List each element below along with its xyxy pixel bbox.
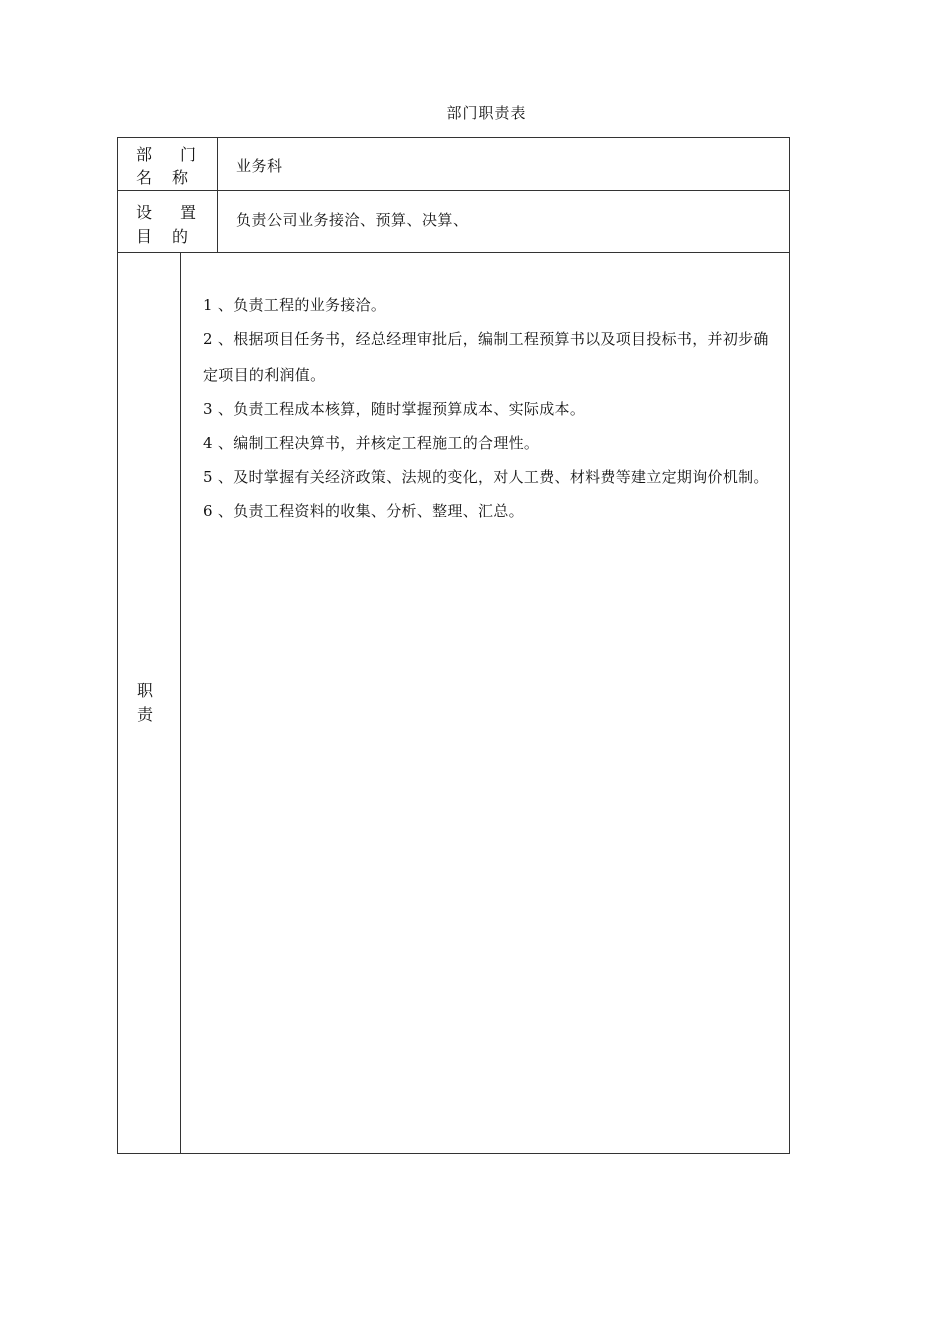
duties-label-char: 职 — [137, 681, 154, 700]
department-label-char: 部 — [136, 145, 153, 164]
duties-row — [118, 253, 789, 1153]
purpose-row — [118, 191, 789, 253]
duty-item: 4 、编制工程决算书，并核定工程施工的合理性。 — [203, 434, 540, 452]
department-row — [118, 138, 789, 191]
department-label-line-2 — [136, 165, 188, 188]
department-label-char: 名 — [136, 168, 153, 187]
department-label-char: 称 — [171, 168, 188, 187]
page-title: 部门职责表 — [446, 104, 527, 122]
duties-list — [203, 287, 781, 527]
duties-label-char: 责 — [137, 705, 154, 724]
department-label-line-1 — [136, 142, 196, 165]
duties-label-cell — [118, 253, 181, 1153]
duty-item: 1 、负责工程的业务接洽。 — [203, 296, 387, 314]
responsibility-table — [117, 137, 790, 1154]
department-label-char: 门 — [179, 145, 196, 164]
duty-item: 2 、根据项目任务书，经总经理审批后，编制工程预算书以及项目投标书，并初步确定项目的利润值。 — [203, 330, 769, 384]
purpose-label-char: 置 — [179, 203, 196, 222]
purpose-label-cell — [118, 191, 218, 252]
purpose-label-line-1 — [136, 200, 196, 223]
department-label-cell — [118, 138, 218, 190]
duties-label — [137, 679, 153, 727]
department-name-value: 业务科 — [236, 157, 283, 175]
purpose-value: 负责公司业务接洽、预算、决算、 — [236, 211, 469, 229]
duty-item: 6 、负责工程资料的收集、分析、整理、汇总。 — [203, 502, 524, 520]
purpose-label-char: 设 — [136, 203, 153, 222]
duty-item: 5 、及时掌握有关经济政策、法规的变化，对人工费、材料费等建立定期询价机制。 — [203, 468, 769, 486]
purpose-label-line-2 — [136, 224, 188, 247]
purpose-label-char: 的 — [171, 227, 188, 246]
purpose-label-char: 目 — [136, 227, 153, 246]
duty-item: 3 、负责工程成本核算，随时掌握预算成本、实际成本。 — [203, 400, 586, 418]
